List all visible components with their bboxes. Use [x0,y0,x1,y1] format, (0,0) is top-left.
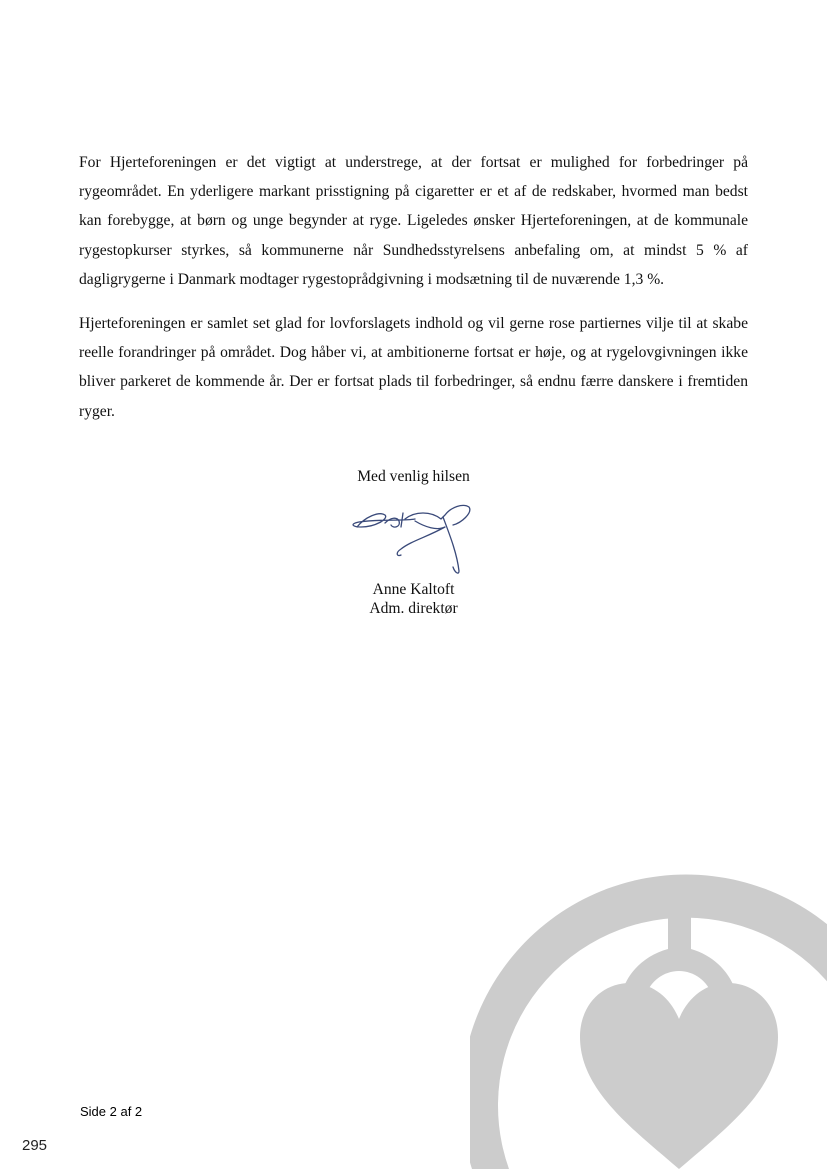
page-number-label: Side 2 af 2 [80,1104,143,1119]
body-paragraph-1: For Hjerteforeningen er det vigtigt at understrege, at der fortsat er mulighed for forbedringer på rygeområdet. En yderligere markant prisstigning på cigaretter er et af de redskaber, hvormed man bedst kan forebygge, at børn og unge begynder at ryge. Ligeledes ønsker Hjerteforeningen, at de kommunale rygestopkurser styrkes, så kommunerne når Sundhedsstyrelsens anbefaling om, at mindst 5 % af dagligrygerne i Danmark modtager rygestoprådgivning i modsætning til de nuværende 1,3 %. [79,154,748,288]
signer-title: Adm. direktør [369,600,458,617]
body-paragraph-2: Hjerteforeningen er samlet set glad for lovforslagets indhold og vil gerne rose partiernes vilje til at skabe reelle forandringer på området. Dog håber vi, at ambitionerne fortsat er høje, og at rygelovgivningen ikke bliver parkeret de kommende år. Der er fortsat plads til forbedringer, så endnu færre danskere i fremtiden ryger. [79,315,748,420]
signature-icon [345,497,479,575]
document-number: 295 [22,1137,48,1154]
heart-logo-icon [470,827,827,1169]
closing-greeting: Med venlig hilsen [357,468,470,485]
signer-name: Anne Kaltoft [372,581,455,598]
